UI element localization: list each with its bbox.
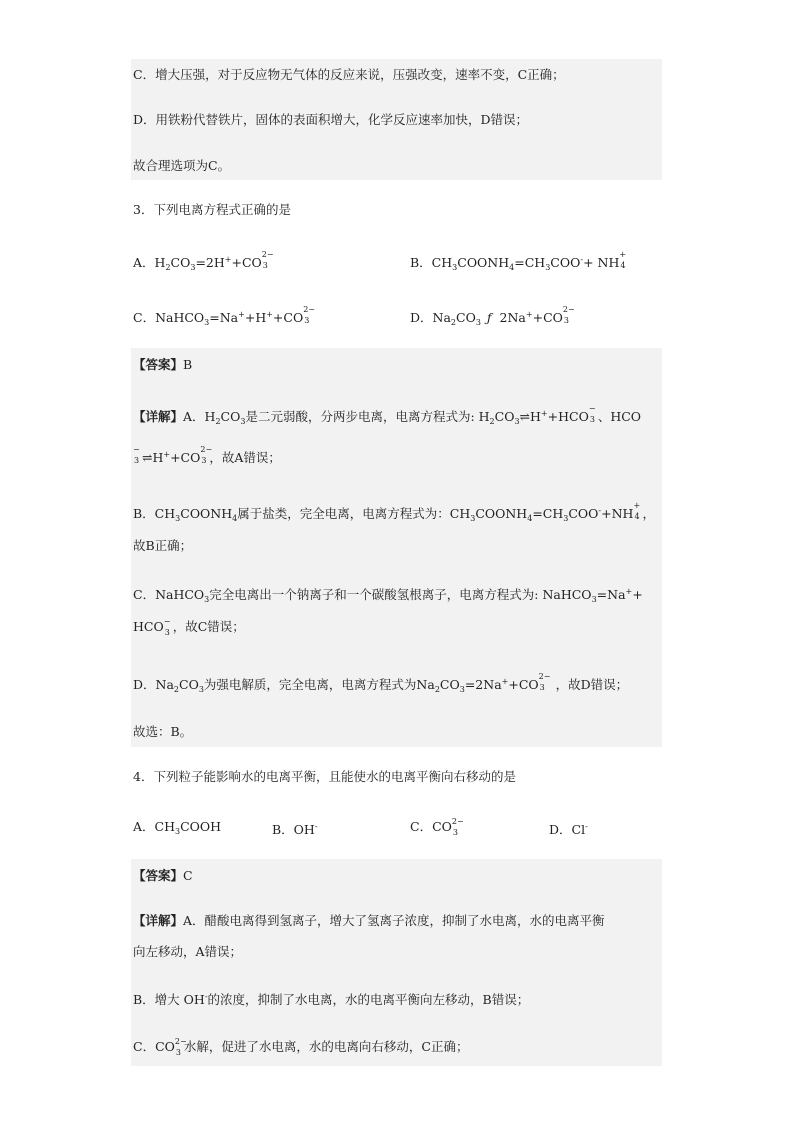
q2-explain-d: D．用铁粉代替铁片，固体的表面积增大，化学反应速率加快，D错误；	[133, 112, 529, 127]
q3-detail-a-cont: − 3 ⇌H++CO 2− 3 ，故A错误；	[133, 445, 281, 465]
q4-detail-a-cont: 向左移动，A错误；	[133, 944, 243, 959]
q4-detail-c: C．CO 2− 3 水解，促进了水电离，水的电离向右移动，C正确；	[133, 1037, 469, 1057]
q3-option-b: B．$CH_3COONH_4=CH_3COO^-+$ NH + 4	[410, 250, 627, 272]
q4-answer	[133, 867, 193, 885]
q3-detail-a: 【详解】A．$H_2CO_3$是二元弱酸，分两步电离，电离方程式为: $H_2CO_3\rightleftharpoons H^++HCO$ − 3 、HCO	[133, 404, 642, 426]
q4-detail-b: B．增大 OH-的浓度，抑制了水电离，水的电离平衡向左移动，B错误；	[133, 992, 530, 1007]
answer-label: 【答案】	[133, 868, 184, 883]
q4-option-d: D．Cl-	[549, 822, 588, 837]
answer-value: C	[183, 868, 193, 883]
q4-option-c: C．CO 2− 3	[410, 817, 464, 837]
q3-detail-d: D．$Na_2CO_3$为强电解质，完全电离，电离方程式为$Na_2CO_3=2Na^++CO$ 2− 3 ，故D错误；	[133, 672, 629, 694]
answer-value: B	[183, 357, 193, 372]
answer-label: 【答案】	[133, 357, 184, 372]
q2-explain-c: C．增大压强，对于反应物无气体的反应来说，压强改变，速率不变，C正确；	[133, 67, 565, 82]
q3-detail-c-cont: HCO − 3 ，故C错误；	[133, 617, 245, 637]
q4-stem: 4．下列粒子能影响水的电离平衡，且能使水的电离平衡向右移动的是	[133, 769, 516, 784]
q3-detail-c: C．NaHCO$_3$完全电离出一个钠离子和一个碳酸氢根离子，电离方程式为: NaHCO$_3$=Na++	[133, 587, 643, 604]
q3-answer	[133, 356, 192, 374]
q3-option-c: C．NaHCO$_3$=Na++H++CO 2− 3	[133, 305, 316, 327]
q3-option-d: D．$Na_2CO_3$ ƒ 2Na++CO 2− 3	[410, 305, 575, 327]
q4-option-a: A．$CH_3COOH$	[133, 819, 222, 836]
q4-option-b: B．OH-	[272, 822, 318, 837]
answer-block-q4	[131, 859, 662, 1066]
q4-detail-a: 【详解】A．醋酸电离得到氢离子，增大了氢离子浓度，抑制了水电离，水的电离平衡	[133, 913, 605, 928]
q3-conclusion: 故选：B。	[133, 724, 193, 739]
q2-conclusion: 故合理选项为C。	[133, 158, 231, 173]
q3-option-a: A．$H_2CO_3=2H^++CO$ 2− 3	[133, 250, 274, 272]
q3-detail-b-cont: 故B正确；	[133, 538, 193, 553]
q3-detail-b: B．$CH_3COONH_4$属于盐类，完全电离，电离方程式为：$CH_3COONH_4=CH_3COO^-+NH$ + 4 ，	[133, 501, 655, 523]
detail-label: 【详解】	[133, 913, 184, 928]
q3-stem: 3．下列电离方程式正确的是	[133, 202, 291, 217]
detail-label: 【详解】	[133, 409, 184, 424]
